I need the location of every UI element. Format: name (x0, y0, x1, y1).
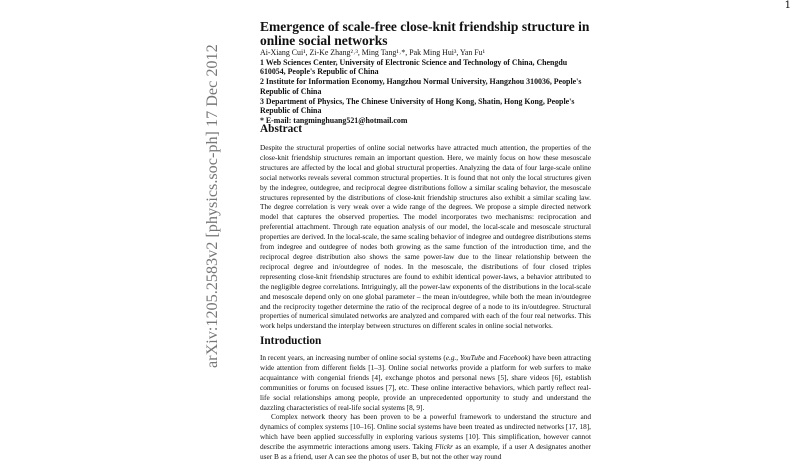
introduction-paragraph-2: Complex network theory has been proven to be a powerful framework to understand the structure and dynamics of complex systems [10–16]. Online social systems have been treated as undirected networks [17, 18], which have been applied successfully in exploring various systems [10]. This simplification, however cannot describe the asymmetric interactions among users. Taking Flickr as an example, if a user A designates another user B as a friend, user A can see the photos of user B, but not the other way round (260, 412, 591, 462)
affiliation-2: 2 Institute for Information Economy, Hangzhou Normal University, Hangzhou 310036, People's Republic of China (260, 77, 582, 96)
contact-email: * E-mail: tangminghuang521@hotmail.com (260, 115, 408, 125)
paper-title: Emergence of scale-free close-knit friendship structure in online social networks (260, 19, 590, 48)
abstract-heading: Abstract (260, 123, 303, 135)
page-number: 1 (784, 0, 791, 11)
affiliation-1: 1 Web Sciences Center, University of Electronic Science and Technology of China, Chengdu 610054, People's Republic of China (260, 57, 568, 77)
author-list: Ai-Xiang Cui¹, Zi-Ke Zhang²˒³, Ming Tang¹˒*, Pak Ming Hui³, Yan Fu¹ (260, 48, 485, 57)
abstract-body (260, 143, 591, 331)
affiliation-3: 3 Department of Physics, The Chinese University of Hong Kong, Shatin, Hong Kong, People's Republic of China (260, 96, 575, 116)
introduction-body (260, 353, 591, 462)
introduction-paragraph-1: In recent years, an increasing number of online social systems (e.g., YouTube and Facebook) have been attracting wide attention from different fields [1–3]. Online social networks provide a platform for web surfers to make acquaintance with congenial friends [4], exchange photos and personal news [5], share videos [6], establish communities or forums on focused issues [7], etc. These online interactive behaviors, which partly reflect real-life social relationships among people, provide an unprecedented opportunity to study and understand the dazzling characteristics of real-life social systems [8, 9]. (260, 353, 592, 412)
introduction-heading: Introduction (260, 335, 322, 347)
front-matter (260, 48, 590, 126)
abstract-text: Despite the structural properties of online social networks have attracted much attention, the properties of the close-knit friendship structures remain an important question. Here, we mainly focus on how these mesoscale structures are affected by the local and global structural properties. Analyzing the data of four large-scale online social networks reveals several common structural properties. It is found that not only the local structures given by the indegree, outdegree, and reciprocal degree distributions follow a similar scaling behavior, the mesoscale structures represented by the distributions of close-knit friendship structures also exhibit a similar scaling law. The degree correlation is very weak over a wide range of the degrees. We propose a simple directed network model that captures the observed properties. The model incorporates two mechanisms: reciprocation and preferential attachment. Through rate equation analysis of our model, the local-scale and mesoscale structural properties are derived. In the local-scale, the same scaling behavior of indegree and outdegree distributions stems from indegree and outdegree of nodes both growing as the same function of the introduction time, and the reciprocal degree distribution also shows the same power-law due to the linear relationship between the reciprocal degree and in/outdegree of nodes. In the mesoscale, the distributions of four closed triples representing close-knit friendship structures are found to exhibit identical power-laws, a behavior attributed to the negligible degree correlations. Intriguingly, all the power-law exponents of the distributions in the local-scale and mesoscale depend only on one global parameter – the mean in/outdegree, while both the mean in/outdegree and the reciprocity together determine the ratio of the reciprocal degree of a node to its in/outdegree. Structural properties of numerical simulated networks are analyzed and compared with each of the four real networks. This work helps understand the interplay between structures on different scales in online social networks. (260, 143, 591, 331)
arxiv-stamp: arXiv:1205.2583v2 [physics.soc-ph] 17 Dec 2012 (203, 44, 221, 368)
